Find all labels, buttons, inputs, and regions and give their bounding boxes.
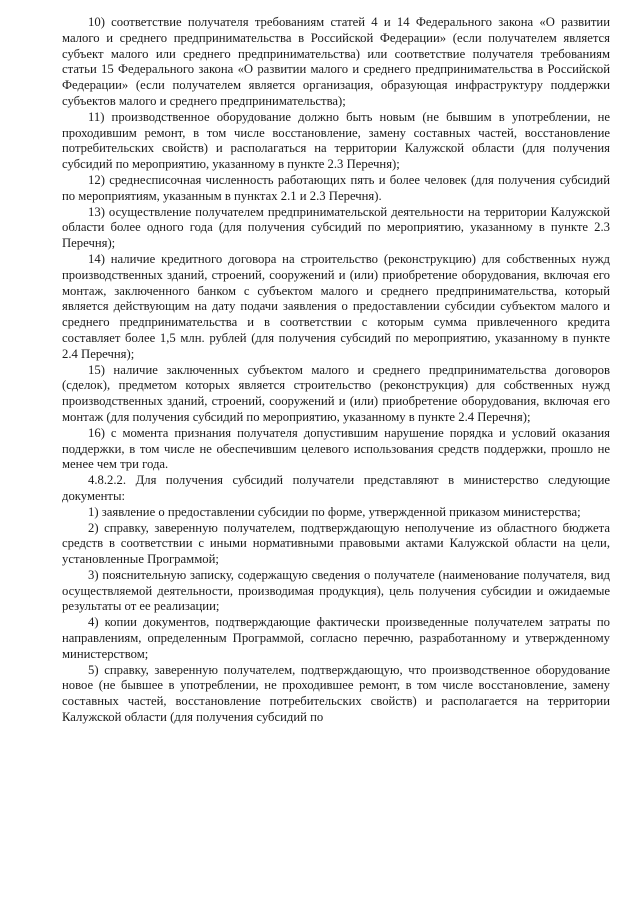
paragraph: 5) справку, заверенную получателем, подтверждающую, что производственное оборудование новое (не бывшее в употреблении, не проходившее ремонт, в том числе восстановление, замену составных частей, восстановление потребительских свойств) и располагается на территории Калужской области (для получения субсидий по	[62, 662, 610, 725]
paragraph: 16) с момента признания получателя допустившим нарушение порядка и условий оказания поддержки, в том числе не обеспечившим целевого использования средств поддержки, прошло не менее чем три года.	[62, 425, 610, 472]
paragraph: 12) среднесписочная численность работающих пять и более человек (для получения субсидий по мероприятиям, указанным в пунктах 2.1 и 2.3 Перечня).	[62, 172, 610, 203]
paragraph: 15) наличие заключенных субъектом малого и среднего предпринимательства договоров (сделок), предметом которых является строительство (реконструкция) для собственных нужд производственных зданий, строений, сооружений и (или) приобретение оборудования, включая его монтаж (для получения субсидий по мероприятию, указанному в пункте 2.4 Перечня);	[62, 362, 610, 424]
paragraph: 1) заявление о предоставлении субсидии по форме, утвержденной приказом министерства;	[88, 504, 581, 519]
paragraph: 4.8.2.2. Для получения субсидий получатели представляют в министерство следующие документы:	[62, 473, 610, 503]
paragraph: 13) осуществление получателем предпринимательской деятельности на территории Калужской области более одного года (для получения субсидий по мероприятию, указанному в пункте 2.3 Перечня);	[62, 204, 610, 251]
paragraph: 4) копии документов, подтверждающие фактически произведенные получателем затраты по направлениям, определенным Программой, согласно перечню, разработанному и утвержденному министерством;	[62, 615, 610, 661]
paragraph: 10) соответствие получателя требованиям статей 4 и 14 Федерального закона «О развитии малого и среднего предпринимательства в Российской Федерации» (если получателем является субъект малого или среднего предпринимательства) или соответствие получателя требованиям статьи 15 Федерального закона «О развитии малого и среднего предпринимательства в Российской Федерации» (если получателем является организация, образующая инфраструктуру поддержки субъектов малого и среднего предпринимательства);	[62, 15, 610, 108]
paragraph: 14) наличие кредитного договора на строительство (реконструкцию) для собственных нужд производственных зданий, строений, сооружений и (или) приобретение оборудования, включая его монтаж, заключенного банком с субъектом малого и среднего предпринимательства, который является действующим на дату подачи заявления о предоставлении субсидии субъектом малого и среднего предпринимательства и в соответствии с которым сумма привлеченного кредита составляет более 1,5 млн. рублей (для получения субсидий по мероприятию, указанному в пункте 2.4 Перечня);	[62, 251, 610, 361]
paragraph: 11) производственное оборудование должно быть новым (не бывшим в употреблении, не проходившим ремонт, в том числе восстановление, замену составных частей, восстановление потребительских свойств) и располагаться на территории Калужской области (для получения субсидий по мероприятию, указанному в пункте 2.3 Перечня);	[62, 109, 610, 172]
paragraph: 2) справку, заверенную получателем, подтверждающую неполучение из областного бюджета средств в соответствии с иными нормативными правовыми актами Калужской области на цели, установленные Программой;	[62, 520, 610, 567]
paragraph: 3) пояснительную записку, содержащую сведения о получателе (наименование получателя, вид осуществляемой деятельности, производимая продукция), цель получения субсидии и ожидаемые результаты от ее реализации;	[62, 567, 610, 614]
